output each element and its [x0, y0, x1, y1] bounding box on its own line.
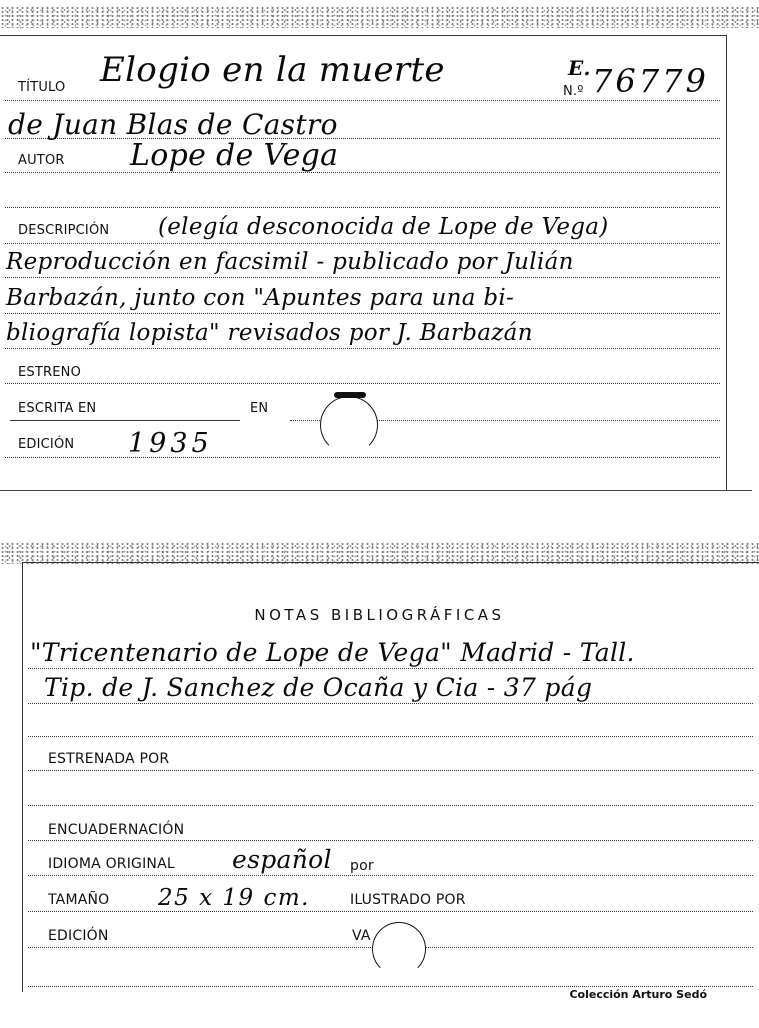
estreno-label: ESTRENO — [18, 365, 82, 380]
rule-line — [28, 875, 753, 876]
punch-hole — [372, 922, 426, 976]
rule-line — [5, 207, 720, 208]
rule-line — [28, 770, 753, 771]
numero-label: N.º — [563, 84, 584, 99]
encuadernacion-label: ENCUADERNACIÓN — [48, 822, 185, 838]
por-label: por — [350, 858, 374, 874]
rule-line — [28, 736, 753, 737]
catalog-card-front — [0, 0, 759, 495]
card-edge-texture — [0, 6, 759, 28]
rule-line — [28, 986, 753, 987]
card-top-border — [0, 35, 727, 36]
punch-hole-edge — [334, 392, 366, 398]
notas-bibliograficas-heading: NOTAS BIBLIOGRÁFICAS — [254, 606, 505, 624]
card-top-border — [22, 562, 759, 563]
catalog-card-back — [0, 540, 759, 1028]
rule-line — [5, 383, 720, 384]
card-left-border — [22, 562, 23, 992]
descripcion-value-line3: Barbazán, junto con "Apuntes para una bi- — [6, 285, 515, 311]
va-label: VA — [352, 928, 371, 944]
rule-line — [5, 172, 720, 173]
autor-value: Lope de Vega — [130, 138, 339, 173]
punch-hole — [320, 396, 378, 454]
numero-prefix: E. — [568, 56, 591, 80]
escrita-en-label: ESCRITA EN — [18, 401, 97, 416]
rule-line — [5, 313, 720, 314]
en-label: EN — [250, 401, 269, 416]
edicion-label: EDICIÓN — [48, 928, 109, 944]
titulo-label: TÍTULO — [18, 80, 66, 95]
rule-line — [28, 668, 753, 669]
edicion-value: 1935 — [128, 428, 213, 459]
notas-value-line1: "Tricentenario de Lope de Vega" Madrid - Tall. — [30, 638, 635, 667]
rule-line — [5, 243, 720, 244]
tamano-label: TAMAÑO — [48, 892, 110, 908]
idioma-original-value: español — [232, 845, 332, 874]
descripcion-value-line4: bliografía lopista" revisados por J. Barbazán — [6, 320, 533, 346]
rule-line — [10, 420, 240, 421]
ilustrado-por-label: ILUSTRADO POR — [350, 892, 466, 908]
rule-line — [28, 840, 753, 841]
descripcion-value-line2: Reproducción en facsimil - publicado por Julián — [6, 249, 574, 275]
titulo-value-line2: de Juan Blas de Castro — [8, 108, 338, 141]
rule-line — [28, 911, 753, 912]
rule-line — [28, 805, 753, 806]
titulo-value-line1: Elogio en la muerte — [100, 50, 445, 90]
numero-value: 76779 — [592, 62, 709, 100]
card-bottom-edge — [0, 490, 752, 491]
tamano-value: 25 x 19 cm. — [158, 885, 310, 911]
rule-line — [5, 277, 720, 278]
edicion-label: EDICIÓN — [18, 437, 75, 452]
notas-value-line2: Tip. de J. Sanchez de Ocaña y Cia - 37 pág — [44, 673, 593, 702]
card-right-border — [726, 35, 727, 490]
rule-line — [5, 100, 720, 101]
descripcion-label: DESCRIPCIÓN — [18, 223, 110, 238]
rule-line — [5, 457, 720, 458]
autor-label: AUTOR — [18, 153, 65, 168]
rule-line — [28, 703, 753, 704]
collection-credit: Colección Arturo Sedó — [569, 988, 707, 1001]
card-edge-texture — [0, 542, 759, 564]
rule-line — [5, 348, 720, 349]
idioma-original-label: IDIOMA ORIGINAL — [48, 856, 175, 872]
descripcion-value-line1: (elegía desconocida de Lope de Vega) — [158, 214, 609, 240]
estrenada-por-label: ESTRENADA POR — [48, 751, 170, 767]
